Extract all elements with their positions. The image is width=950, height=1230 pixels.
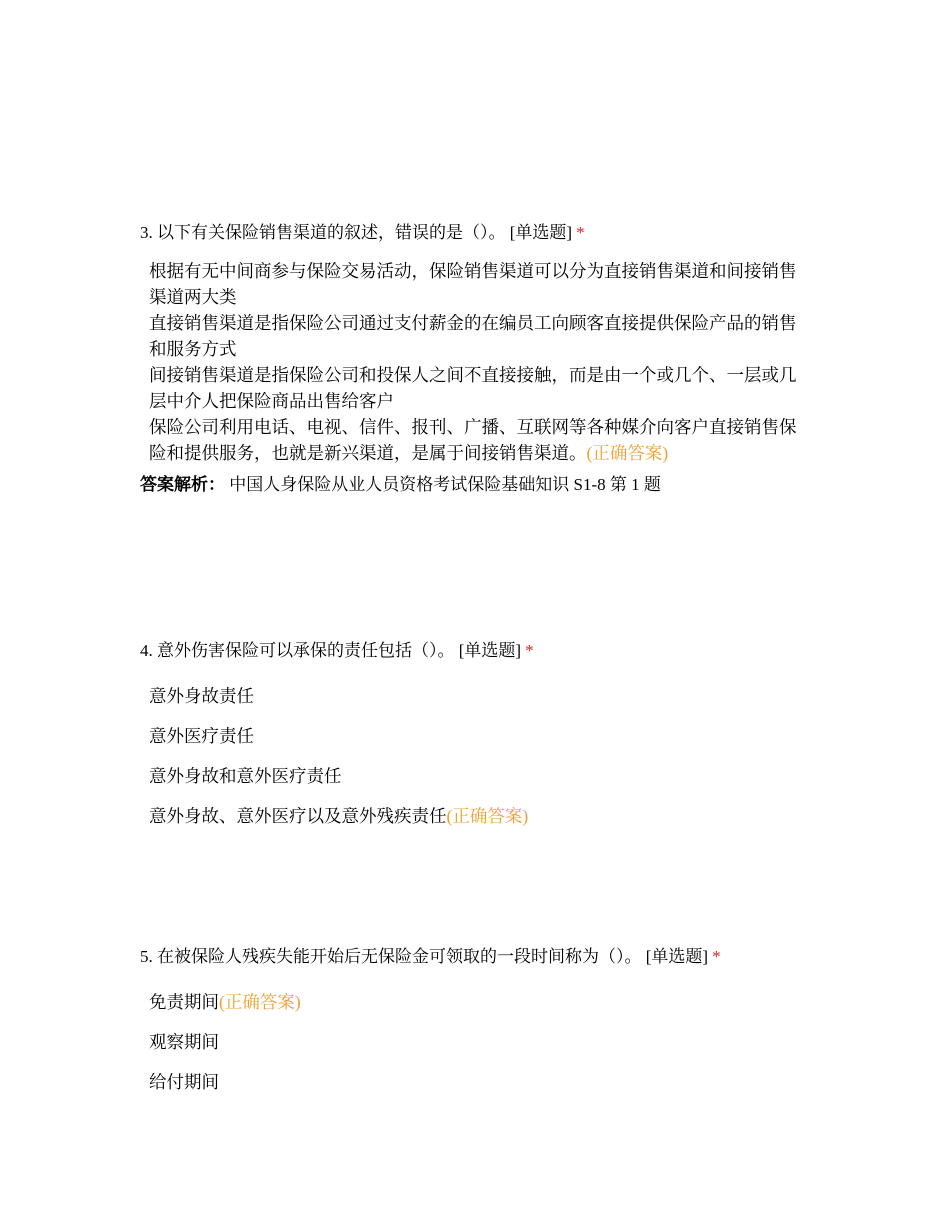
option-c[interactable]: 意外身故和意外医疗责任 [149,766,342,786]
required-mark: * [576,223,585,242]
question-text: 以下有关保险销售渠道的叙述，错误的是（）。 [157,223,506,242]
options-list [140,258,810,466]
option-a[interactable]: 免责期间(正确答案) [149,992,301,1012]
question-number: 5. [140,947,153,966]
question-5 [140,946,810,1109]
question-3 [140,222,810,496]
required-mark: * [525,641,534,660]
correct-answer-badge: (正确答案) [219,992,301,1012]
option-d[interactable]: 意外身故、意外医疗以及意外残疾责任(正确答案) [149,806,529,826]
options-list [140,989,810,1095]
answer-analysis [140,474,810,496]
question-type: [单选题] [458,641,522,660]
option-c[interactable]: 给付期间 [149,1072,219,1092]
question-text: 意外伤害保险可以承保的责任包括（）。 [157,641,455,660]
question-type: [单选题] [645,947,709,966]
analysis-label: 答案解析： [140,475,225,494]
question-title [140,640,810,662]
question-number: 4. [140,641,153,660]
question-number: 3. [140,223,153,242]
option-b[interactable]: 观察期间 [149,1032,219,1052]
analysis-text: 中国人身保险从业人员资格考试保险基础知识 S1-8 第 1 题 [229,475,661,494]
option-c[interactable]: 间接销售渠道是指保险公司和投保人之间不直接接触，而是由一个或几个、一层或几层中介人把保险商品出售给客户 [149,365,797,411]
question-title [140,222,810,244]
option-d[interactable]: 保险公司利用电话、电视、信件、报刊、广播、互联网等各种媒介向客户直接销售保险和提供服务，也就是新兴渠道，是属于间接销售渠道。(正确答案) [149,417,797,463]
correct-answer-badge: (正确答案) [446,806,529,826]
option-a[interactable]: 意外身故责任 [149,686,254,706]
question-title [140,946,810,968]
option-a[interactable]: 根据有无中间商参与保险交易活动，保险销售渠道可以分为直接销售渠道和间接销售渠道两大类 [149,261,797,307]
question-type: [单选题] [509,223,573,242]
question-4 [140,640,810,843]
options-list [140,683,810,829]
required-mark: * [712,947,721,966]
option-b[interactable]: 意外医疗责任 [149,726,254,746]
option-b[interactable]: 直接销售渠道是指保险公司通过支付薪金的在编员工向顾客直接提供保险产品的销售和服务方式 [149,313,797,359]
question-text: 在被保险人残疾失能开始后无保险金可领取的一段时间称为（）。 [157,947,642,966]
correct-answer-badge: (正确答案) [586,443,669,463]
